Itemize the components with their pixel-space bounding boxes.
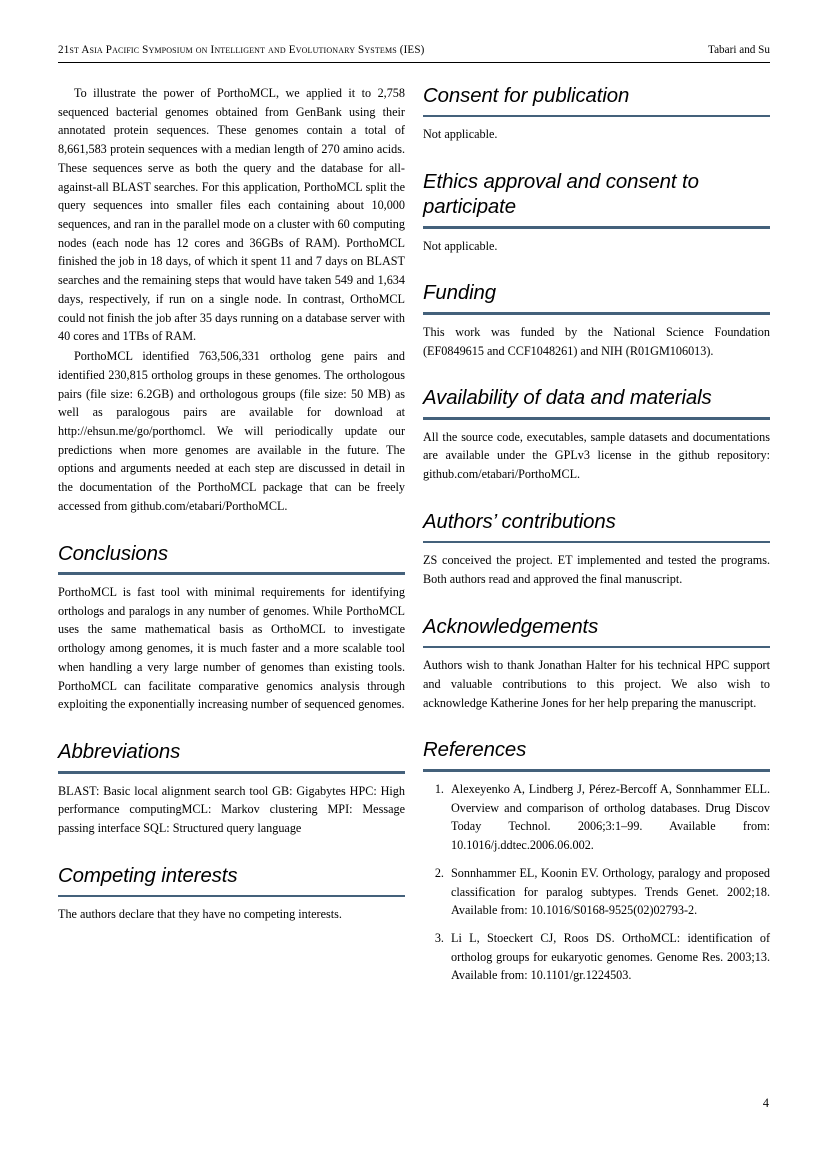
heading-authors-contributions: Authors’ contributions	[423, 510, 616, 533]
ethics-approval-body: Not applicable.	[423, 238, 498, 253]
header-divider	[58, 62, 770, 63]
funding-body: This work was funded by the National Science Foundation (EF0849615 and CCF1048261) and NIH (R01GM106013).	[423, 324, 770, 358]
competing-interests-body: The authors declare that they have no competing interests.	[58, 907, 342, 922]
paragraph-results: PorthoMCL identified 763,506,331 ortholog gene pairs and identified 230,815 ortholog groups in these genomes. The orthologous pairs (file size: 6.2GB) and orthologous groups (file size: 50 MB) as well as paralogous pairs are available for download at http://ehsun.me/go/porthomcl. We will periodically update our predictions when more genomes are available in the future. The options and arguments needed at each step are discussed in detail in the documentation of the PorthoMCL package that can be freely accessed from github.com/etabari/PorthoMCL.	[58, 349, 405, 513]
section-availability-of-data	[423, 386, 770, 484]
heading-rule	[423, 115, 770, 118]
heading-competing-interests: Competing interests	[58, 864, 238, 887]
reference-list	[423, 780, 770, 985]
heading-rule	[423, 646, 770, 649]
heading-consent-for-publication: Consent for publication	[423, 85, 630, 107]
reference-item: 2. Sonnhammer EL, Koonin EV. Orthology, paralogy and proposed classification for paralog subtypes. Trends Genet. 2002;18. Available from: 10.1016/S0168-9525(02)02793-2.	[447, 864, 770, 920]
paragraph-illustrate: To illustrate the power of PorthoMCL, we applied it to 2,758 sequenced bacterial genomes obtained from GenBank using their annotated protein sequences. These genomes contain a total of 8,661,583 protein sequences with a median length of 270 amino acids. These sequences serve as both the query and the database for all-against-all BLAST searches. For this application, PorthoMCL split the query sequences into smaller files each containing about 10,000 sequences, and ran in the parallel mode on a cluster with 60 computing nodes (each node has 12 cores and 36GBs of RAM). PorthoMCL finished the job in 18 days, of which it spent 11 and 7 days on BLAST searches and the remaining steps that would have taken 549 and 1,634 days, respectively, if run on a single node. In contrast, OrthoMCL could not finish the job after 35 days running on a database server with 40 cores and 1TBs of RAM.	[58, 86, 405, 344]
section-conclusions	[58, 542, 405, 715]
two-column-layout	[58, 84, 770, 994]
right-column	[423, 84, 770, 994]
heading-rule	[423, 417, 770, 420]
heading-rule	[423, 769, 770, 772]
section-authors-contributions	[423, 510, 770, 589]
section-abbreviations	[58, 740, 405, 838]
heading-rule	[58, 572, 405, 575]
availability-of-data-body: All the source code, executables, sample datasets and documentations are available under the GPLv3 license in the github repository: github.com/etabari/PorthoMCL.	[423, 429, 770, 482]
running-header-authors: Tabari and Su	[708, 44, 770, 56]
heading-references: References	[423, 739, 527, 762]
abbreviations-body: BLAST: Basic local alignment search tool GB: Gigabytes HPC: High performance computingMCL: Markov clustering MPI: Message passing interface SQL: Structured query language	[58, 783, 405, 835]
conclusions-body: PorthoMCL is fast tool with minimal requirements for identifying orthologs and paralogs in any number of genomes. While PorthoMCL uses the same mathematical basis as OrthoMCL to investigate orthology among genomes, it is much faster and a more scalable tool when handling a very large number of genomes than existing tools. PorthoMCL can facilitate comparative genomics analysis through exploiting the exponentially increasing number of sequenced genomes.	[58, 585, 405, 712]
heading-availability-of-data: Availability of data and materials	[423, 387, 712, 410]
page-number: 4	[762, 1096, 769, 1110]
reference-item: 1. Alexeyenko A, Lindberg J, Pérez-Bercoff A, Sonnhammer ELL. Overview and comparison of ortholog databases. Drug Discov Today Technol. 2006;3:1–99. Available from: 10.1016/j.ddtec.2006.06.002.	[447, 780, 770, 855]
authors-contributions-body: ZS conceived the project. ET implemented and tested the programs. Both authors read and approved the final manuscript.	[423, 553, 770, 587]
heading-rule	[58, 771, 405, 774]
section-competing-interests	[58, 864, 405, 924]
heading-acknowledgements: Acknowledgements	[423, 615, 599, 638]
heading-abbreviations: Abbreviations	[58, 741, 181, 764]
section-funding	[423, 281, 770, 360]
heading-ethics-approval: Ethics approval and consent to participate	[423, 171, 699, 219]
heading-rule	[58, 895, 405, 898]
reference-item: 3. Li L, Stoeckert CJ, Roos DS. OrthoMCL: identification of ortholog groups for eukaryotic genomes. Genome Res. 2003;13. Available from: 10.1101/gr.1224503.	[447, 929, 770, 985]
running-header	[58, 44, 770, 56]
heading-rule	[423, 312, 770, 315]
acknowledgements-body: Authors wish to thank Jonathan Halter for his technical HPC support and valuable contributions to this project. We also wish to acknowledge Katherine Jones for her help preparing the manuscript.	[423, 658, 770, 710]
heading-funding: Funding	[423, 282, 496, 305]
section-ethics-approval	[423, 170, 770, 255]
heading-rule	[423, 226, 770, 229]
heading-rule	[423, 541, 770, 544]
section-acknowledgements	[423, 615, 770, 713]
section-references	[423, 738, 770, 985]
heading-conclusions: Conclusions	[58, 542, 168, 565]
left-column	[58, 84, 405, 994]
consent-for-publication-body: Not applicable.	[423, 127, 498, 142]
section-consent-for-publication	[423, 84, 770, 144]
running-header-title: 21st Asia Pacific Symposium on Intelligent and Evolutionary Systems (IES)	[58, 44, 425, 56]
